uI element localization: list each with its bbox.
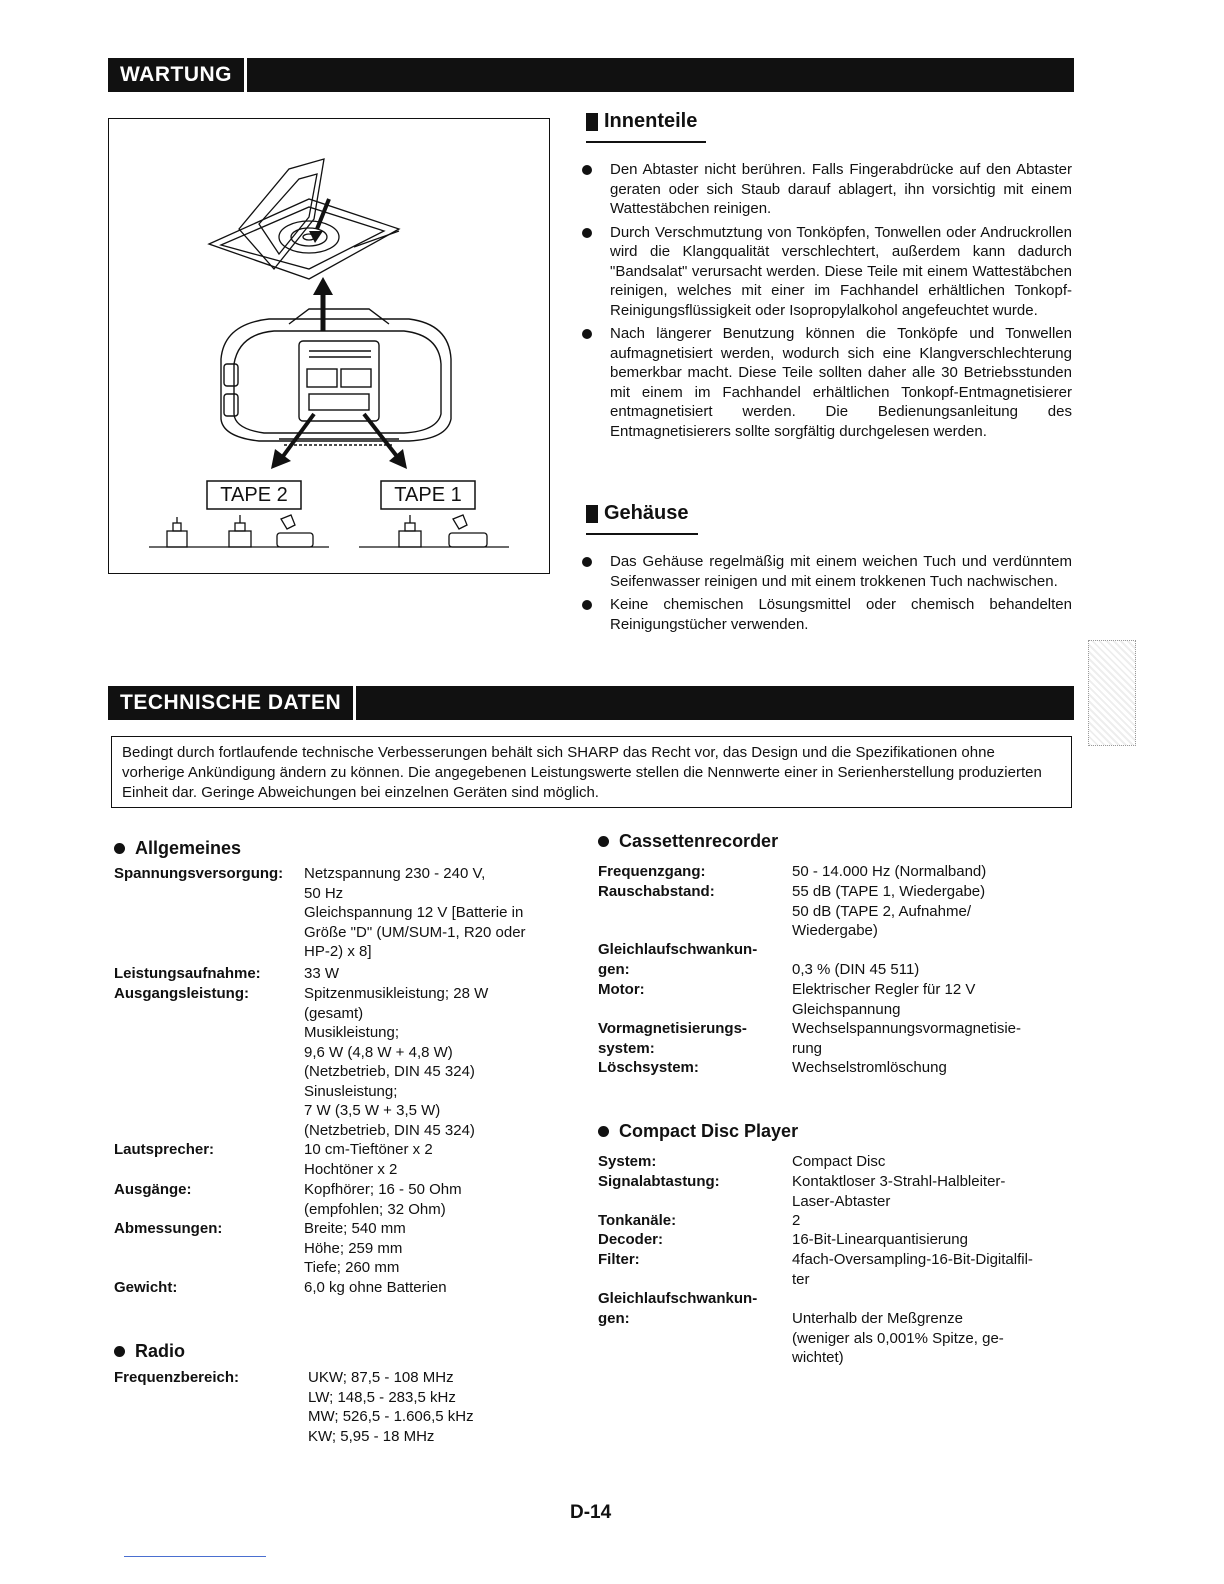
spec-value: Elektrischer Regler für 12 V Gleichspannung — [792, 981, 976, 1018]
spec-label: Signalabtastung: — [598, 1173, 720, 1190]
bullet-icon — [582, 165, 592, 175]
tape1-label: TAPE 1 — [394, 484, 462, 506]
innenteile-heading — [586, 110, 697, 133]
bullet-icon — [582, 228, 592, 238]
spec-value: 16-Bit-Linearquantisierung — [792, 1231, 968, 1248]
spec-value: Netzspannung 230 - 240 V, 50 Hz Gleichspannung 12 V [Batterie in Größe "D" (UM/SUM-1, R20 oder HP-2) x 8] — [304, 865, 526, 960]
spec-value: 10 cm-Tieftöner x 2 Hochtöner x 2 — [304, 1141, 433, 1178]
spec-label: Gleichlaufschwankun- gen: — [598, 941, 758, 978]
spec-label: Leistungsaufnahme: — [114, 965, 261, 982]
boombox-drawing — [109, 119, 549, 573]
square-bullet-icon — [586, 113, 598, 131]
list-item: Das Gehäuse regelmäßig mit einem weichen Tuch und verdünntem Seifenwasser reinigen und mit einem trokkenen Tuch nachwischen. — [578, 552, 1072, 591]
square-bullet-icon — [586, 505, 598, 523]
page-number: D-14 — [570, 1502, 612, 1523]
radio-heading: Radio — [114, 1341, 185, 1362]
spec-value: 50 - 14.000 Hz (Normalband) — [792, 863, 987, 880]
spec-value: Wechselspannungsvormagnetisie- rung — [792, 1020, 1022, 1057]
spec-label: Tonkanäle: — [598, 1212, 677, 1229]
spec-value: UKW; 87,5 - 108 MHz LW; 148,5 - 283,5 kHz MW; 526,5 - 1.606,5 kHz KW; 5,95 - 18 MHz — [308, 1369, 474, 1445]
spec-label: Decoder: — [598, 1231, 664, 1248]
spec-value: Kontaktloser 3-Strahl-Halbleiter- Laser-Abtaster — [792, 1173, 1006, 1210]
spec-label: Spannungsversorgung: — [114, 865, 284, 882]
spec-label: Rauschabstand: — [598, 883, 715, 900]
spec-label: System: — [598, 1153, 657, 1170]
allgemeines-specs — [114, 864, 574, 1304]
spec-value: Kopfhörer; 16 - 50 Ohm (empfohlen; 32 Ohm) — [304, 1181, 462, 1218]
gehaeuse-heading-text: Gehäuse — [604, 502, 689, 524]
bullet-icon — [114, 843, 125, 854]
wartung-header-bar — [108, 58, 1074, 92]
spec-label: Motor: — [598, 981, 645, 998]
spec-value: 2 — [792, 1212, 801, 1229]
bullet-icon — [598, 1126, 609, 1137]
cd-player-specs — [598, 1152, 1074, 1372]
wartung-title: WARTUNG — [108, 58, 247, 92]
spec-value: 6,0 kg ohne Batterien — [304, 1279, 447, 1296]
bullet-icon — [582, 557, 592, 567]
spec-label: Löschsystem: — [598, 1059, 699, 1076]
spec-value: 33 W — [304, 965, 340, 982]
cd-player-heading: Compact Disc Player — [598, 1121, 798, 1142]
spec-value: 4fach-Oversampling-16-Bit-Digitalfil- ter — [792, 1251, 1033, 1288]
spec-label: Abmessungen: — [114, 1220, 223, 1237]
bullet-icon — [582, 600, 592, 610]
spec-value: 55 dB (TAPE 1, Wiedergabe) 50 dB (TAPE 2, Aufnahme/ Wiedergabe) — [792, 883, 986, 939]
spec-label: Filter: — [598, 1251, 640, 1268]
gehaeuse-heading — [586, 502, 688, 525]
cassettenrecorder-specs — [598, 862, 1074, 1082]
spec-label: Ausgänge: — [114, 1181, 192, 1198]
innenteile-list — [578, 160, 1072, 445]
margin-scan-mark — [1088, 640, 1136, 746]
spec-value: Breite; 540 mm Höhe; 259 mm Tiefe; 260 mm — [304, 1220, 406, 1276]
list-item: Durch Verschmutztung von Tonköpfen, Tonwellen oder Andruckrollen wird die Klangqualität verschlechtert, außerdem kann dadurch "Bandsalat" verursacht werden. Diese Teile mit einem Wattestäbchen reinigen, welches mit einer im Fachhandel erhältlichen Tonkopf-Reinigungsflüssigkeit oder Isopropylalkohol angefeuchtet wurde. — [578, 223, 1072, 321]
technische-daten-title: TECHNISCHE DATEN — [108, 686, 356, 720]
spec-label: Gleichlaufschwankun- gen: — [598, 1290, 758, 1327]
spec-label: Vormagnetisierungs- system: — [598, 1020, 747, 1057]
spec-label: Frequenzbereich: — [114, 1369, 240, 1386]
radio-specs — [114, 1368, 574, 1458]
bullet-icon — [598, 836, 609, 847]
bullet-icon — [582, 329, 592, 339]
notice-box — [111, 736, 1072, 808]
cassettenrecorder-heading: Cassettenrecorder — [598, 831, 778, 852]
innenteile-underline — [586, 141, 706, 143]
notice-text: Bedingt durch fortlaufende technische Verbesserungen behält sich SHARP das Recht vor, das Design und die Spezifikationen ohne vorherige Ankündigung ändern zu können. Die angegebenen Leistungswerte stellen die Nennwerte einer in Serienherstellung produzierten Einheit dar. Geringe Abweichungen bei einzelnen Geräten sind möglich. — [122, 744, 1042, 801]
list-item: Nach längerer Benutzung können die Tonköpfe und Tonwellen aufmagnetisiert werden, wodurch sich eine Klangverschlechterung bemerkbar macht. Diese Teile sollten daher alle 30 Betriebsstunden mit einem im Fachhandel erhältlichen Tonkopf-Entmagnetisierer entmagnetisiert werden. Die Bedienungsanleitung des Entmagnetisierers sollte sorgfältig durchgelesen werden. — [578, 324, 1072, 441]
spec-value: Wechselstromlöschung — [792, 1059, 947, 1076]
list-item: Den Abtaster nicht berühren. Falls Fingerabdrücke auf den Abtaster geraten oder sich Staub darauf ablagert, ihn vorsichtig mit einem Wattestäbchen reinigen. — [578, 160, 1072, 219]
gehaeuse-underline — [586, 533, 698, 535]
spec-label: Gewicht: — [114, 1279, 178, 1296]
tape2-label: TAPE 2 — [220, 484, 288, 506]
spec-label: Lautsprecher: — [114, 1141, 215, 1158]
innenteile-heading-text: Innenteile — [604, 110, 698, 132]
spec-label: Ausgangsleistung: — [114, 985, 250, 1002]
spec-value: Compact Disc — [792, 1153, 886, 1170]
spec-value: Unterhalb der Meßgrenze (weniger als 0,001% Spitze, ge- wichtet) — [792, 1310, 1004, 1366]
maintenance-illustration — [108, 118, 550, 574]
gehaeuse-list — [578, 552, 1072, 638]
spec-value: 0,3 % (DIN 45 511) — [792, 961, 920, 978]
bullet-icon — [114, 1346, 125, 1357]
spec-value: Spitzenmusikleistung; 28 W (gesamt) Musikleistung; 9,6 W (4,8 W + 4,8 W) (Netzbetrieb, DIN 45 324) Sinusleistung; 7 W (3,5 W + 3,5 W) (Netzbetrieb, DIN 45 324) — [304, 985, 489, 1139]
footer-rule — [124, 1556, 266, 1557]
list-item: Keine chemischen Lösungsmittel oder chemisch behandelten Reinigungstücher verwenden. — [578, 595, 1072, 634]
spec-label: Frequenzgang: — [598, 863, 706, 880]
allgemeines-heading: Allgemeines — [114, 838, 241, 859]
technische-daten-header-bar — [108, 686, 1074, 720]
